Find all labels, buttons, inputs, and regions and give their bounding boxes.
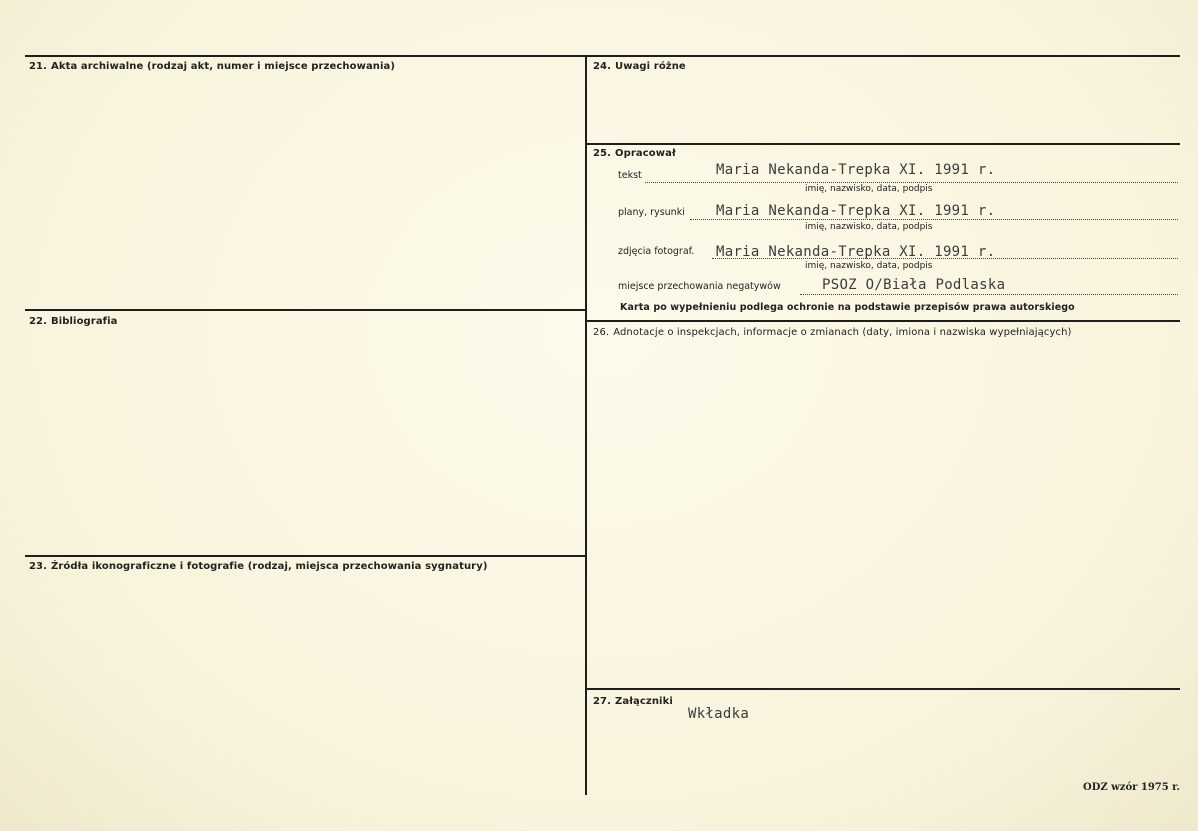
section-26-title: Adnotacje o inspekcjach, informacje o zmianach (daty, imiona i nazwiska wypełniających) [613,327,1072,338]
section-26-number: 26. [593,327,610,338]
row-photos-caption-text: imię, nazwisko, data, podpis [805,261,933,271]
negatives-label: miejsce przechowania negatywów [618,281,781,292]
row-text-caption-text: imię, nazwisko, data, podpis [805,184,933,194]
section-25-title: Opracował [615,148,676,159]
row-text-dotted-line [645,182,1178,183]
row-photos-label: zdjęcia fotograf. [618,246,695,257]
section-21-title: Akta archiwalne (rodzaj akt, numer i miejsce przechowania) [51,61,396,72]
row-plans-dotted-line [690,219,1178,220]
section-27-title: Załączniki [615,696,673,707]
right-rule-25 [587,143,1180,145]
section-25-number: 25. [593,148,612,159]
section-23-title: Źródła ikonograficzne i fotografie (rodzaj, miejsca przechowania sygnatury) [51,561,488,572]
section-23-number: 23. [29,561,48,572]
center-divider [585,55,587,795]
right-rule-27 [587,688,1180,690]
row-photos-value: Maria Nekanda-Trepka XI. 1991 r. [716,244,996,260]
row-plans-value: Maria Nekanda-Trepka XI. 1991 r. [716,203,996,219]
negatives-value: PSOZ O/Biała Podlaska [822,277,1006,293]
section-21-label [29,61,395,72]
row-text-caption [805,184,932,194]
row-text-value: Maria Nekanda-Trepka XI. 1991 r. [716,162,996,178]
row-plans-label: plany, rysunki [618,207,685,218]
section-26-label [593,327,1072,338]
copyright-note: Karta po wypełnieniu podlega ochronie na podstawie przepisów prawa autorskiego [620,302,1075,313]
negatives-dotted-line [800,294,1178,295]
right-rule-26 [587,320,1180,322]
section-24-number: 24. [593,61,612,72]
left-rule-22 [25,309,585,311]
section-21-number: 21. [29,61,48,72]
section-22-label [29,316,118,327]
section-27-number: 27. [593,696,612,707]
left-rule-23 [25,555,585,557]
attachments-value: Wkładka [688,706,750,722]
section-23-label [29,561,488,572]
section-25-label [593,148,676,159]
form-model-footer: ODZ wzór 1975 r. [1083,782,1181,793]
section-22-number: 22. [29,316,48,327]
section-22-title: Bibliografia [51,316,118,327]
row-photos-caption [805,261,932,271]
top-rule [25,55,1180,57]
section-24-title: Uwagi różne [615,61,686,72]
row-plans-caption-text: imię, nazwisko, data, podpis [805,222,933,232]
row-plans-caption [805,222,932,232]
section-27-label [593,696,673,707]
row-text-label: tekst [618,170,642,181]
section-24-label [593,61,686,72]
